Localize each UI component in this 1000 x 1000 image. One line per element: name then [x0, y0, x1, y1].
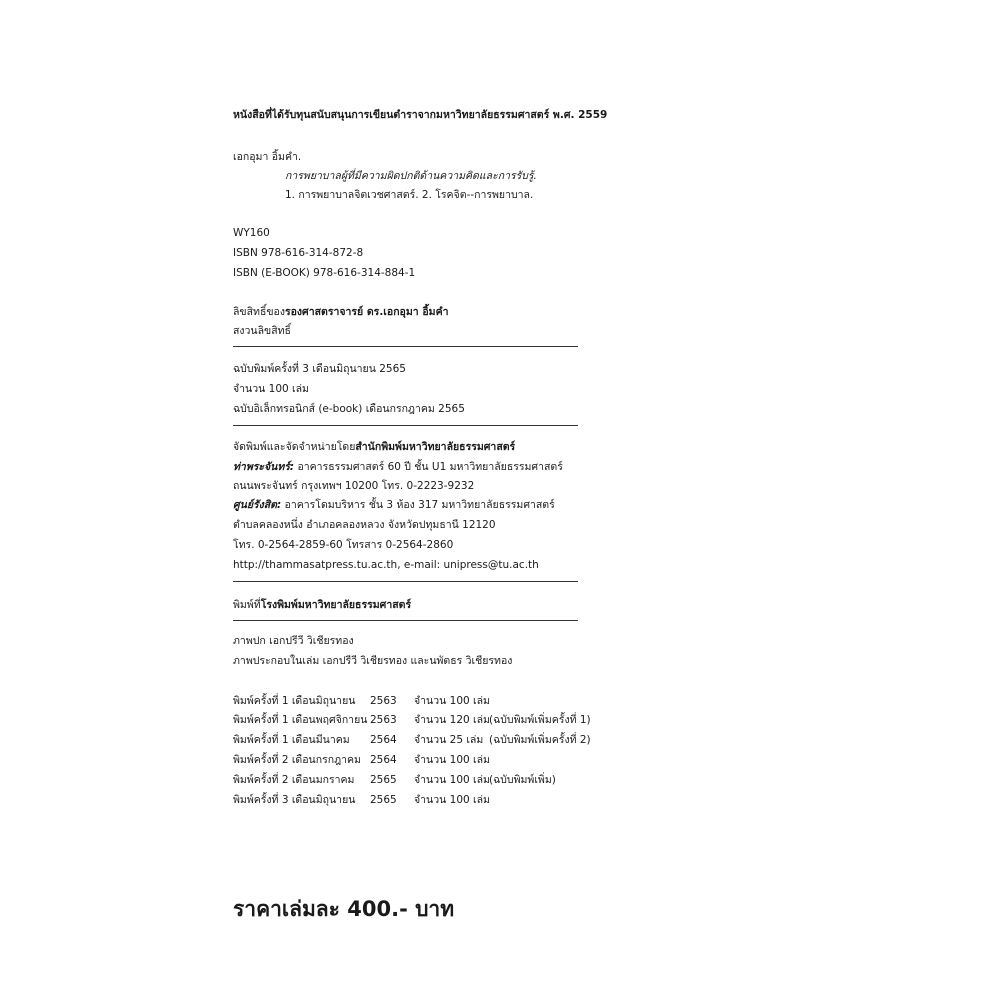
rangsit-building: อาคารโดมบริหาร ชั้น 3 ห้อง 317 มหาวิทยาลัยธรรมศาสตร์	[281, 499, 555, 511]
publisher-name: สำนักพิมพ์มหาวิทยาลัยธรรมศาสตร์	[355, 441, 516, 453]
rangsit-district: ตำบลคลองหนึ่ง อำเภอคลองหลวง จังหวัดปทุมธานี 12120	[233, 519, 496, 531]
tha-prachan-building: อาคารธรรมศาสตร์ 60 ปี ชั้น U1 มหาวิทยาลัยธรรมศาสตร์	[294, 461, 563, 473]
illustration-credit: ภาพประกอบในเล่ม เอกปรีวี วิเชียรทอง และนพัตธร วิเชียรทอง	[233, 655, 513, 667]
print-label: พิมพ์ครั้งที่ 1 เดือนมิถุนายน	[233, 695, 356, 707]
printer-name: โรงพิมพ์มหาวิทยาลัยธรรมศาสตร์	[260, 599, 412, 611]
divider	[233, 620, 578, 621]
copyright-prefix: ลิขสิทธิ์ของ	[233, 306, 285, 318]
divider	[233, 581, 578, 582]
print-quantity: จำนวน 100 เล่ม	[414, 774, 490, 786]
rangsit-address	[233, 498, 555, 512]
edition-quantity: จำนวน 100 เล่ม	[233, 383, 309, 395]
catalog-title: การพยาบาลผู้ที่มีความผิดปกติด้านความคิดและการรับรู้.	[285, 170, 537, 182]
print-quantity: จำนวน 100 เล่ม	[414, 794, 490, 806]
print-quantity: จำนวน 100 เล่ม	[414, 754, 490, 766]
divider	[233, 346, 578, 347]
print-year: 2564	[370, 734, 397, 746]
print-year: 2563	[370, 714, 397, 726]
divider	[233, 425, 578, 426]
call-number: WY160	[233, 227, 270, 239]
printer-line	[233, 598, 411, 612]
isbn: ISBN 978-616-314-872-8	[233, 247, 364, 259]
print-label: พิมพ์ครั้งที่ 1 เดือนพฤศจิกายน	[233, 714, 368, 726]
print-label: พิมพ์ครั้งที่ 2 เดือนมกราคม	[233, 774, 355, 786]
tha-prachan-label: ท่าพระจันทร์:	[233, 461, 295, 473]
print-quantity: จำนวน 120 เล่ม	[414, 714, 490, 726]
catalog-subjects: 1. การพยาบาลจิตเวชศาสตร์. 2. โรคจิต--การพยาบาล.	[285, 189, 534, 201]
publisher-prefix: จัดพิมพ์และจัดจำหน่ายโดย	[233, 441, 356, 453]
print-quantity: จำนวน 25 เล่ม	[414, 734, 484, 746]
ebook-edition: ฉบับอิเล็กทรอนิกส์ (e-book) เดือนกรกฎาคม 2565	[233, 403, 465, 415]
rangsit-label: ศูนย์รังสิต:	[233, 499, 282, 511]
print-note: (ฉบับพิมพ์เพิ่มครั้งที่ 1)	[489, 714, 591, 726]
print-year: 2565	[370, 794, 397, 806]
edition-line: ฉบับพิมพ์ครั้งที่ 3 เดือนมิถุนายน 2565	[233, 363, 406, 375]
print-label: พิมพ์ครั้งที่ 1 เดือนมีนาคม	[233, 734, 350, 746]
price-label: ราคาเล่มละ 400.- บาท	[233, 897, 455, 921]
isbn-ebook: ISBN (E-BOOK) 978-616-314-884-1	[233, 267, 416, 279]
copyright-holder: รองศาสตราจารย์ ดร.เอกอุมา อิ้มคำ	[284, 306, 449, 318]
tha-prachan-address	[233, 460, 563, 474]
print-label: พิมพ์ครั้งที่ 3 เดือนมิถุนายน	[233, 794, 356, 806]
funding-note: หนังสือที่ได้รับทุนสนับสนุนการเขียนตำราจากมหาวิทยาลัยธรรมศาสตร์ พ.ศ. 2559	[233, 109, 608, 121]
print-note: (ฉบับพิมพ์เพิ่ม)	[489, 774, 556, 786]
publisher-phone: โทร. 0-2564-2859-60 โทรสาร 0-2564-2860	[233, 539, 454, 551]
print-year: 2564	[370, 754, 397, 766]
print-year: 2565	[370, 774, 397, 786]
catalog-author: เอกอุมา อิ้มคำ.	[233, 151, 302, 163]
rights-reserved: สงวนลิขสิทธิ์	[233, 325, 291, 337]
publisher-web: http://thammasatpress.tu.ac.th, e-mail: unipress@tu.ac.th	[233, 559, 539, 571]
publisher-line	[233, 440, 515, 454]
print-note: (ฉบับพิมพ์เพิ่มครั้งที่ 2)	[489, 734, 591, 746]
print-year: 2563	[370, 695, 397, 707]
print-label: พิมพ์ครั้งที่ 2 เดือนกรกฎาคม	[233, 754, 361, 766]
cover-credit: ภาพปก เอกปรีวี วิเชียรทอง	[233, 635, 354, 647]
printer-prefix: พิมพ์ที่	[233, 599, 261, 611]
print-quantity: จำนวน 100 เล่ม	[414, 695, 490, 707]
tha-prachan-street: ถนนพระจันทร์ กรุงเทพฯ 10200 โทร. 0-2223-9232	[233, 480, 475, 492]
copyright-line	[233, 305, 449, 319]
